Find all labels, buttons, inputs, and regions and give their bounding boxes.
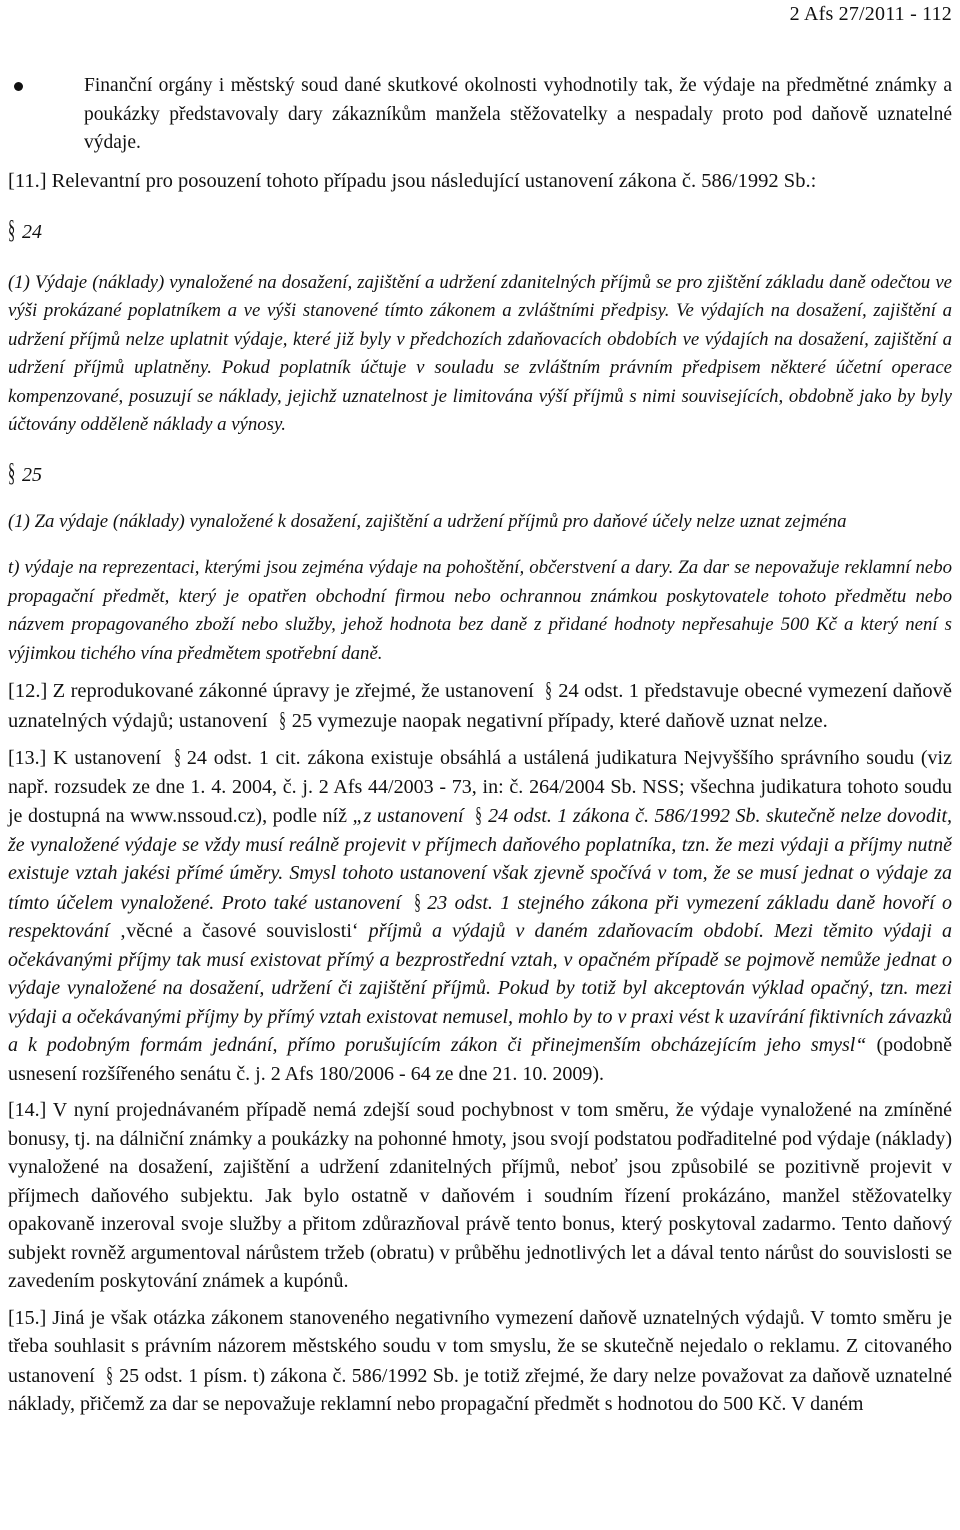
paragraph-12: [12.] Z reprodukované zákonné úpravy je zřejmé, že ustanovení § 24 odst. 1 představuje obecné vymezení daňově uznatelných výdajů; ustanovení § 25 vymezuje naopak negativní případy, které daňově uznat nelze. bbox=[8, 676, 952, 735]
section-symbol: § bbox=[174, 744, 181, 769]
section-25-heading: § 25 bbox=[8, 457, 42, 487]
section-symbol: § bbox=[475, 802, 482, 827]
section-24-heading: § 24 bbox=[8, 214, 42, 244]
quote-nonitalic: ‚věcné a časové souvislosti‘ bbox=[119, 920, 359, 942]
section-25-text-2: t) výdaje na reprezentaci, kterými jsou zejména výdaje na pohoštění, občerstvení a dary. Za dar se nepovažuje reklamní nebo propagační předmět, který je opatřen obchodní firmou nebo ochrannou známkou poskytovatele tohoto předmětu nebo názvem propagovaného zboží nebo služby, jehož hodnota bez daně z přidané hodnoty nepřesahuje 500 Kč a který není s výjimkou tichého vína předmětem spotřební daně. bbox=[8, 557, 952, 664]
section-symbol: § bbox=[414, 888, 422, 914]
document-body bbox=[8, 72, 952, 1419]
section-symbol: § bbox=[545, 677, 552, 702]
section-25-text-1: (1) Za výdaje (náklady) vynaložené k dosažení, zajištění a udržení příjmů pro daňové účely nelze uznat zejména bbox=[8, 510, 847, 532]
bullet-icon bbox=[8, 72, 84, 158]
section-symbol: § bbox=[8, 214, 16, 244]
bullet-text: Finanční orgány i městský soud dané skutkové okolnosti vyhodnotily tak, že výdaje na předmětné známky a poukázky představovaly dary zákazníkům manžela stěžovatelky a nespadaly proto pod daňově uznatelné výdaje. bbox=[84, 75, 952, 153]
quote: „z ustanovení § 24 odst. 1 zákona č. 586/1992 Sb. skutečně nelze dovodit, že vynaložené výdaje se vždy musí reálně projevit v příjmech daňového poplatníka, tzn. že mezi výdaji a příjmy nutně existuje vztah jakési přímé úměry. Smysl tohoto ustanovení však zjevně spočívá v tom, že se musí jednat o výdaje za tímto účelem vynaložené. Proto také ustanovení § 23 odst. 1 stejného zákona při vymezení základu daně hovoří o respektování bbox=[8, 802, 953, 942]
paragraph-14: [14.] V nyní projednávaném případě nemá zdejší soud pochybnost v tom směru, že výdaje vynaložené na zmíněné bonusy, tj. na dálniční známky a poukázky na pohonné hmoty, jsou svojí podstatou podřaditelné pod výdaje (náklady) vynaložené na dosažení, zajištění a udržení zdanitelných příjmů, neboť jsou způsobilé se pozitivně projevit v příjmech daňového subjektu. Jak bylo ostatně v daňovém i soudním řízení prokázáno, manžel stěžovatelky opakovaně inzeroval svoje služby a přitom zdůrazňoval právě tento bonus, který poskytoval zadarmo. Tento daňový subjekt rovněž argumentoval nárůstem tržeb (obratu) v průběhu jednotlivých let a dával tento nárůst do souvislosti se zavedením poskytování známek a kupónů. bbox=[8, 1099, 952, 1292]
section-symbol: § bbox=[8, 457, 16, 487]
bullet-paragraph bbox=[8, 72, 952, 158]
paragraph-11: [11.] Relevantní pro posouzení tohoto případu jsou následující ustanovení zákona č. 586/1992 Sb.: bbox=[8, 169, 817, 192]
section-24-text: (1) Výdaje (náklady) vynaložené na dosažení, zajištění a udržení zdanitelných příjmů se pro zjištění základu daně odečtou ve výši prokázané poplatníkem a ve výši stanovené tímto zákonem a zvláštními předpisy. Ve výdajích na dosažení, zajištění a udržení příjmů nelze uplatnit výdaje, které již byly v předchozích zdaňovacích obdobích ve výdajích na dosažení, zajištění a udržení příjmů uplatněny. Pokud poplatník účtuje v souladu se zvláštním právním předpisem některé účetní operace kompenzované, posuzují se náklady, jejichž uznatelnost je limitována výší příjmů s nimi souvisejících, obdobně jako by byly účtovány odděleně náklady a výnosy. bbox=[8, 271, 952, 435]
case-number-header: 2 Afs 27/2011 - 112 bbox=[789, 3, 952, 25]
paragraph-15: [15.] Jiná je však otázka zákonem stanoveného negativního vymezení daňově uznatelných výdajů. V tomto směru je třeba souhlasit s právním názorem městského soudu v tom smyslu, že se skutečně nejedalo o reklamu. Z citovaného ustanovení § 25 odst. 1 písm. t) zákona č. 586/1992 Sb. je totiž zřejmé, že dary nelze považovat za daňově uznatelné náklady, přičemž za dar se nepovažuje reklamní nebo propagační předmět s hodnotou do 500 Kč. V daném bbox=[8, 1306, 953, 1415]
section-symbol: § bbox=[106, 1361, 113, 1387]
section-symbol: § bbox=[278, 706, 286, 732]
paragraph-13: [13.] K ustanovení § 24 odst. 1 cit. zákona existuje obsáhlá a ustálená judikatura Nejvyššího správního soudu (viz např. rozsudek ze dne 1. 4. 2004, č. j. 2 Afs 44/2003 - 73, in: č. 264/2004 Sb. NSS; všechna judikatura tohoto soudu je dostupná na www.nssoud.cz), podle níž „z ustanovení § 24 odst. 1 zákona č. 586/1992 Sb. skutečně nelze dovodit, že vynaložené výdaje se vždy musí reálně projevit v příjmech daňového poplatníka, tzn. že mezi výdaji a příjmy nutně existuje vztah jakési přímé úměry. Smysl tohoto ustanovení však zjevně spočívá v tom, že se musí jednat o výdaje za tímto účelem vynaložené. Proto také ustanovení § 23 odst. 1 stejného zákona při vymezení základu daně hovoří o respektování ‚věcné a časové souvislosti‘ příjmů a výdajů v daném zdaňovacím období. Mezi těmito výdaji a očekávanými příjmy tak musí existovat přímý a bezprostřední vztah, v opačném případě se pojmově nemůže jednat o výdaje vynaložené na dosažení, udržení či zajištění příjmů. Pokud by totiž byl akceptován výklad opačný, tzn. mezi výdaji a očekávanými příjmy by přímý vztah existovat nemusel, mohlo by to v praxi vést k uzavírání fiktivních závazků a k podobným formám jednání, přímo porušujícím zákon či přinejmenším obcházejícím jeho smysl“ (podobně usnesení rozšířeného senátu č. j. 2 Afs 180/2006 - 64 ze dne 21. 10. 2009). bbox=[8, 744, 953, 1085]
